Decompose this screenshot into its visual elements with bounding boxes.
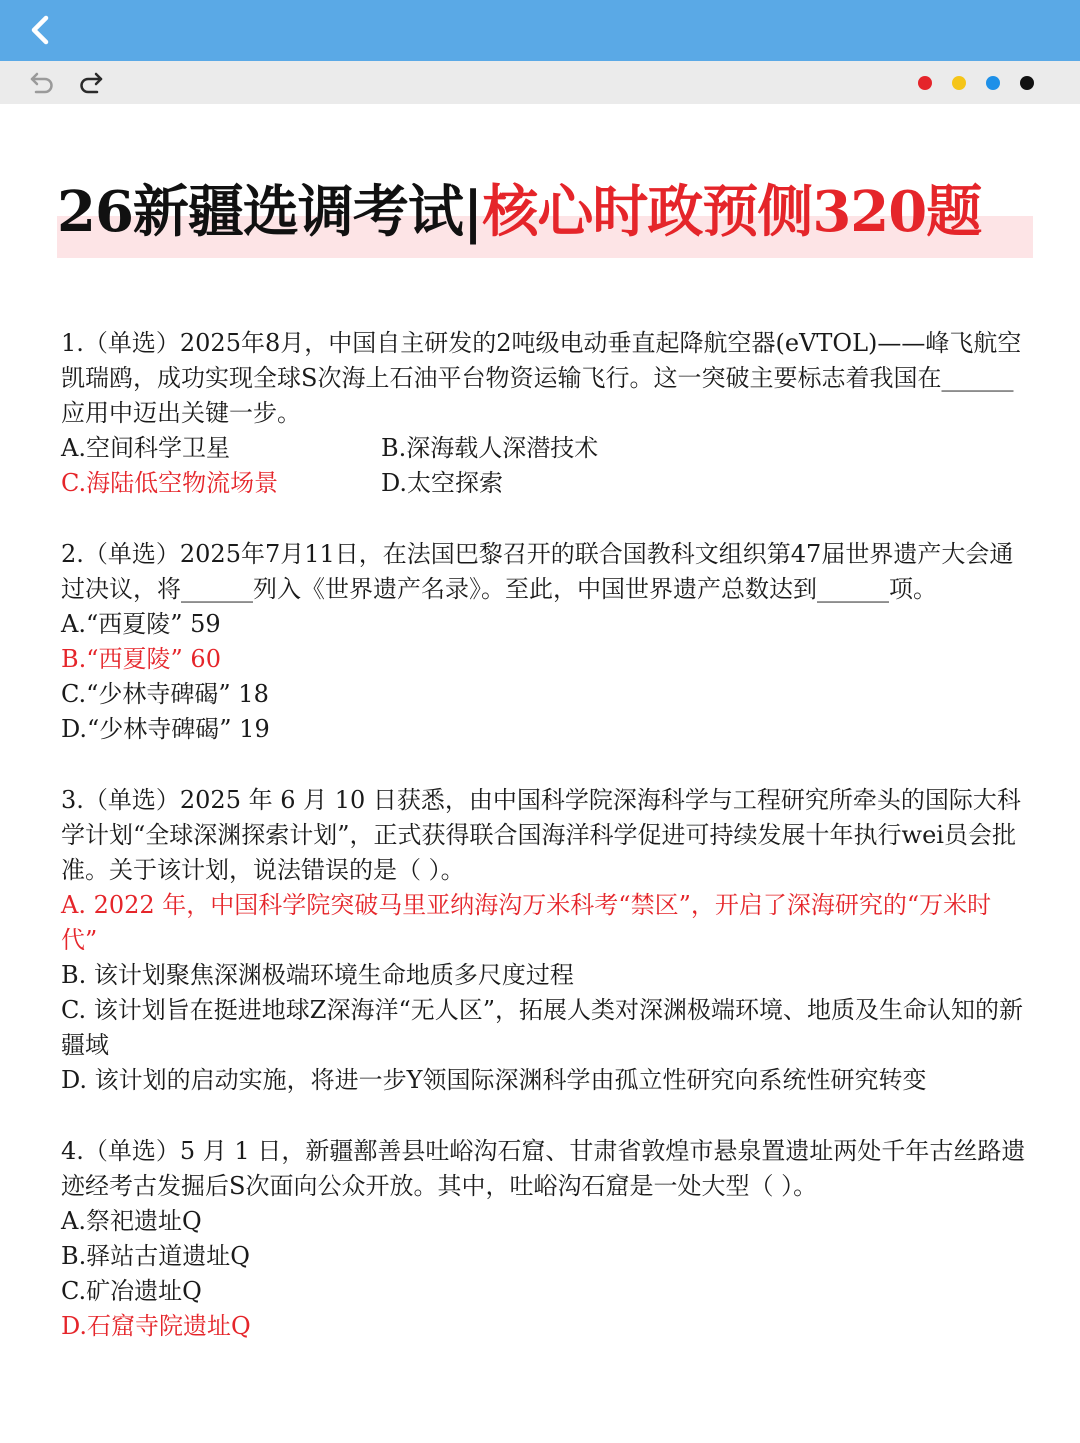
question-stem: 3.（单选）2025 年 6 月 10 日获悉，由中国科学院深海科学与工程研究所牵头的国际大科学计划“全球深渊探索计划”，正式获得联合国海洋科学促进可持续发展十年执行wei员会批准。关于该计划，说法错误的是（ ）。 <box>61 786 1021 884</box>
redo-icon <box>77 70 105 96</box>
question-stem: 1.（单选）2025年8月，中国自主研发的2吨级电动垂直起降航空器(eVTOL)——峰飞航空凯瑞鸥，成功实现全球S次海上石油平台物资运输飞行。这一突破主要标志着我国在______应用中迈出关键一步。 <box>61 329 1022 427</box>
top-bar <box>0 0 1080 61</box>
option-b: B. 该计划聚焦深渊极端环境生命地质多尺度过程 <box>61 961 574 989</box>
option-c-answer: C.海陆低空物流场景 <box>61 469 279 497</box>
option-b: B.深海载人深潜技术 <box>381 434 599 462</box>
color-blue-dot[interactable] <box>986 76 1000 90</box>
redo-button[interactable] <box>74 66 108 100</box>
question-stem: 2.（单选）2025年7月11日，在法国巴黎召开的联合国教科文组织第47届世界遗产大会通过决议，将______列入《世界遗产名录》。至此，中国世界遗产总数达到______项。 <box>61 540 1014 603</box>
page-title-block <box>57 172 1033 262</box>
option-d: D. 该计划的启动实施，将进一步Y领国际深渊科学由孤立性研究向系统性研究转变 <box>61 1066 927 1094</box>
undo-button[interactable] <box>25 66 59 100</box>
option-c: C.矿冶遗址Q <box>61 1277 202 1305</box>
question-3 <box>61 783 1026 1098</box>
option-d: D.“少林寺碑碣” 19 <box>61 715 270 743</box>
option-a: A.祭祀遗址Q <box>61 1207 202 1235</box>
title-part-black: 26新疆选调考试| <box>57 179 483 245</box>
option-c: C. 该计划旨在挺进地球Z深海洋“无人区”，拓展人类对深渊极端环境、地质及生命认知的新疆域 <box>61 996 1023 1059</box>
undo-icon <box>28 70 56 96</box>
option-b: B.驿站古道遗址Q <box>61 1242 250 1270</box>
option-c: C.“少林寺碑碣” 18 <box>61 680 269 708</box>
question-stem: 4.（单选）5 月 1 日，新疆鄯善县吐峪沟石窟、甘肃省敦煌市悬泉置遗址两处千年古丝路遗迹经考古发掘后S次面向公众开放。其中，吐峪沟石窟是一处大型（ ）。 <box>61 1137 1026 1200</box>
color-black-dot[interactable] <box>1020 76 1034 90</box>
page-title <box>57 172 1033 252</box>
option-a-answer: A. 2022 年，中国科学院突破马里亚纳海沟万米科考“禁区”，开启了深海研究的“万米时代” <box>61 891 992 954</box>
option-b-answer: B.“西夏陵” 60 <box>61 645 221 673</box>
option-a: A.空间科学卫星 <box>61 434 230 462</box>
question-2 <box>61 537 1026 747</box>
title-part-red: 核心时政预侧320题 <box>482 179 982 245</box>
color-red-dot[interactable] <box>918 76 932 90</box>
question-list <box>61 326 1026 1380</box>
question-1 <box>61 326 1026 501</box>
question-4 <box>61 1134 1026 1344</box>
color-yellow-dot[interactable] <box>952 76 966 90</box>
chevron-left-icon <box>28 14 52 46</box>
back-button[interactable] <box>22 12 58 48</box>
option-a: A.“西夏陵” 59 <box>61 610 221 638</box>
option-d: D.太空探索 <box>381 469 504 497</box>
option-d-answer: D.石窟寺院遗址Q <box>61 1312 251 1340</box>
